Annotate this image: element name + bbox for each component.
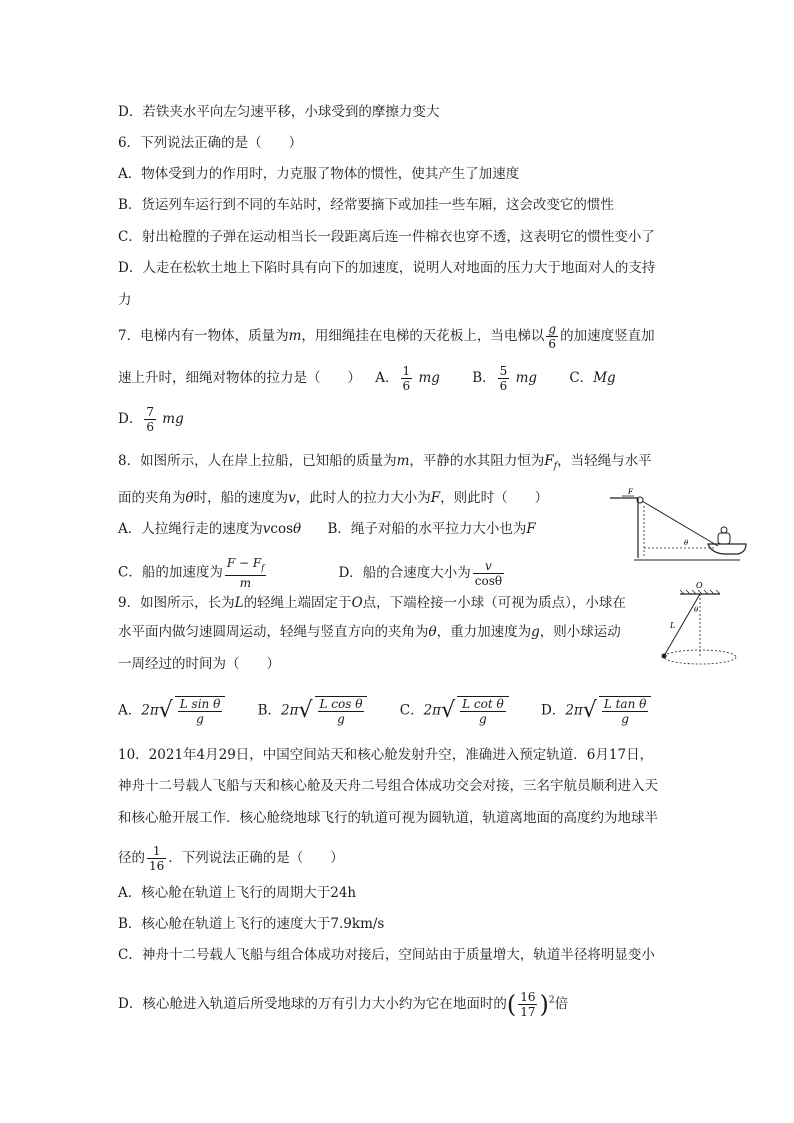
q7-stem-line1: 7．电梯内有一物体，质量为m，用细绳挂在电梯的天花板上，当电梯以 $\frac{g}{6}$ 的加速度竖直加 bbox=[118, 322, 655, 351]
q10-option-d: D．核心舱进入轨道后所受地球的万有引力大小约为它在地面时的( $\frac{16}{17}$ )$^2$倍 bbox=[118, 990, 569, 1019]
q6-option-d: D．人走在松软土地上下陷时具有向下的加速度，说明人对地面的压力大于地面对人的支持 bbox=[118, 260, 656, 276]
q8-stem-line1: 8．如图所示，人在岸上拉船，已知船的质量为m，平静的水其阻力恒为$F_f$，当轻绳与水平 bbox=[118, 453, 652, 472]
q10-stem-line1: 10．2021年4月29日，中国空间站天和核心舱发射升空，准确进入预定轨道．6月17日， bbox=[118, 747, 654, 763]
q6-stem: 6．下列说法正确的是（ ） bbox=[118, 135, 303, 151]
q9-stem-line3: 一周经过的时间为（ ） bbox=[118, 656, 280, 672]
svg-text:O: O bbox=[696, 581, 703, 590]
q6-option-a: A．物体受到力的作用时，力克服了物体的惯性，使其产生了加速度 bbox=[118, 166, 520, 182]
q9-stem-line2: 水平面内做匀速圆周运动，轻绳与竖直方向的夹角为θ，重力加速度为g，则小球运动 bbox=[118, 624, 621, 640]
q10-stem-line2: 神舟十二号载人飞船与天和核心舱及天舟二号组合体成功交会对接，三名宇航员顺利进入天 bbox=[118, 778, 658, 794]
q7-option-d: D． $\frac{7}{6}$ mg bbox=[118, 405, 184, 434]
q10-option-c: C．神舟十二号载人飞船与组合体成功对接后，空间站由于质量增大，轨道半径将明显变小 bbox=[118, 947, 655, 963]
q6-option-d-cont: 力 bbox=[118, 292, 132, 308]
q10-stem-line3: 和核心舱开展工作．核心舱绕地球飞行的轨道可视为圆轨道，轨道离地面的高度约为地球半 bbox=[118, 810, 658, 826]
q8-boat-diagram bbox=[600, 486, 750, 566]
q9-pendulum-diagram bbox=[650, 580, 750, 670]
q8-stem-line2: 面的夹角为θ时，船的速度为v，此时人的拉力大小为F，则此时（ ） bbox=[118, 490, 549, 506]
svg-text:θ: θ bbox=[694, 606, 699, 614]
q7-stem-line2: 速上升时，细绳对物体的拉力是（ ） A． $\frac{1}{6}$ mg B． $\frac{5}{6}$ mg C．Mg bbox=[118, 364, 616, 393]
svg-text:F: F bbox=[628, 488, 633, 496]
q10-stem-line4: 径的 $\frac{1}{16}$ ．下列说法正确的是（ ） bbox=[118, 844, 344, 873]
q6-option-c: C．射出枪膛的子弹在运动相当长一段距离后连一件棉衣也穿不透，这表明它的惯性变小了 bbox=[118, 229, 655, 245]
g-over-6: $\frac{g}{6}$ bbox=[548, 322, 557, 351]
q6-option-b: B．货运列车运行到不同的车站时，经常要摘下或加挂一些车厢，这会改变它的惯性 bbox=[118, 197, 614, 213]
q9-stem-line1: 9．如图所示，长为L的轻绳上端固定于O点，下端栓接一小球（可视为质点），小球在 bbox=[118, 595, 626, 611]
q10-option-b: B．核心舱在轨道上飞行的速度大于7.9km/s bbox=[118, 916, 385, 932]
q5-option-d: D．若铁夹水平向左匀速平移，小球受到的摩擦力变大 bbox=[118, 104, 440, 120]
q8-options-ab: A．人拉绳行走的速度为vcosθ B．绳子对船的水平拉力大小也为F bbox=[118, 521, 536, 537]
svg-text:θ: θ bbox=[684, 539, 689, 547]
q10-option-a: A．核心舱在轨道上飞行的周期大于24h bbox=[118, 885, 357, 901]
svg-text:L: L bbox=[670, 621, 676, 630]
q8-options-cd: C．船的加速度为 $\frac{F - F_f}{m}$ D．船的合速度大小为 $\frac{v}{\cos\theta}$ bbox=[118, 556, 503, 591]
q9-options: A．2π√ $\frac{\text{L sin θ}}{g}$ B．2π√ $\frac{\text{L cos θ}}{g}$ C．2π√ $\frac{\text{L cot θ}}{g}$ D．2π√ $\frac{\text{L tan θ}}{g}$ bbox=[118, 696, 659, 726]
